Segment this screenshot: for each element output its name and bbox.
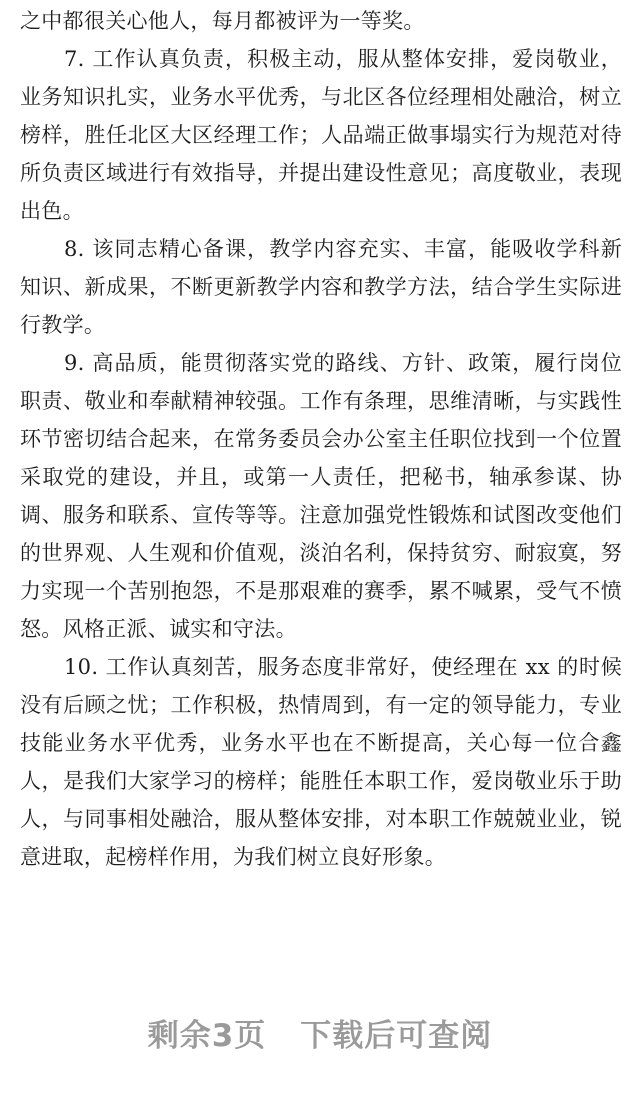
paragraph-item-10: 10. 工作认真刻苦，服务态度非常好，使经理在 xx 的时候没有后顾之忧；工作积极，热情周到，有一定的领导能力，专业技能业务水平优秀，业务水平也在不断提高，关心每一位合鑫人，是我们大家学习的榜样；能胜任本职工作，爱岗敬业乐于助人，与同事相处融洽，服从整体安排，对本职工作兢兢业业，锐意进取，起榜样作用，为我们树立良好形象。 <box>20 655 622 869</box>
download-prompt[interactable] <box>0 1010 640 1055</box>
paragraph-item-9: 9. 高品质，能贯彻落实党的路线、方针、政策，履行岗位职责、敬业和奉献精神较强。工作有条理，思维清晰，与实践性环节密切结合起来，在常务委员会办公室主任职位找到一个位置采取党的建设，并且，或第一人责任，把秘书，轴承参谋、协调、服务和联系、宣传等等。注意加强党性锻炼和试图改变他们的世界观、人生观和价值观，淡泊名利，保持贫穷、耐寂寞，努力实现一个苦别抱怨，不是那艰难的赛季，累不喊累，受气不愤怒。风格正派、诚实和守法。 <box>20 351 622 641</box>
paragraph-item-8: 8. 该同志精心备课，教学内容充实、丰富，能吸收学科新知识、新成果，不断更新教学内容和教学方法，结合学生实际进行教学。 <box>20 237 622 337</box>
document-body <box>20 0 622 876</box>
paragraph-item-7: 7. 工作认真负责，积极主动，服从整体安排，爱岗敬业，业务知识扎实，业务水平优秀，与北区各位经理相处融洽，树立榜样，胜任北区大区经理工作；人品端正做事塌实行为规范对待所负责区域进行有效指导，并提出建设性意见；高度敬业，表现出色。 <box>20 47 622 223</box>
paragraph-continuation: 之中都很关心他人，每月都被评为一等奖。 <box>20 9 425 33</box>
remaining-pages-label: 剩余3页 <box>147 1018 267 1054</box>
download-hint-label: 下载后可查阅 <box>300 1018 493 1054</box>
